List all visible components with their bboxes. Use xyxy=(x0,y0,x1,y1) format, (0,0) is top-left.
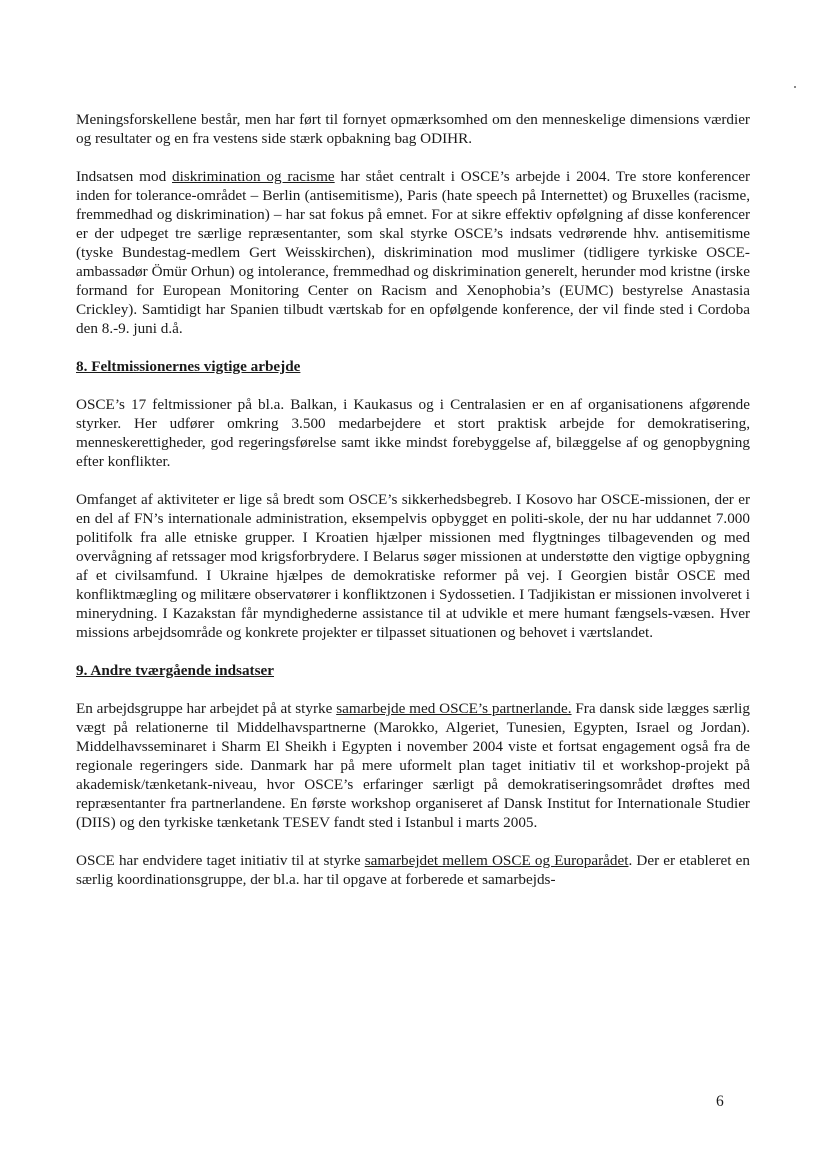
paragraph-discrimination-text-end: har stået centralt i OSCE’s arbejde i 2004. Tre store konferencer inden for tolerance-området – Berlin (antisemitisme), Paris (hate speech på Internettet) og Bruxelles (racisme, fremmedhad og diskrimination) – har sat fokus på emnet. For at sikre effektiv opfølgning af disse konferencer er der udpeget tre særlige repræsentanter, som skal styrke OSCE’s indsats vedrørende hhv. antisemitisme (tyske Bundestag-medlem Gert Weisskirchen), diskrimination mod muslimer (tidligere tyrkiske OSCE-ambassadør Ömür Orhun) og intolerance, fremmedhad og diskrimination generelt, herunder mod kristne (irske formand for European Monitoring Center on Racism and Xenophobia’s (EUMC) bestyrelse Anastasia Crickley). Samtidigt har Spanien tilbudt værtskab for en opfølgende konference, der vil finde sted i Cordoba den 8.-9. juni d.å. xyxy=(76,168,751,337)
paragraph-council-of-europe xyxy=(76,851,750,889)
section-heading-8: 8. Feltmissionernes vigtige arbejde xyxy=(76,358,301,375)
underlined-term-discrimination: diskrimination og racisme xyxy=(172,168,335,185)
page-number: 6 xyxy=(716,1093,724,1110)
margin-mark xyxy=(794,86,796,88)
paragraph-mission-activities: Omfanget af aktiviteter er lige så bredt som OSCE’s sikkerhedsbegreb. I Kosovo har OSCE-missionen, der er en del af FN’s internationale administration, eksempelvis opbygget en politi-skole, der nu har uddannet 7.000 politifolk fra alle etniske grupper. I Kroatien hjælper missionen med flygtninges tilbagevenden og med overvågning af retssager mod krigsforbrydere. I Belarus søger missionen at understøtte den vigtige opbygning af et civilsamfund. I Ukraine hjælpes de demokratiske reformer på vej. I Georgien bistår OSCE med konfliktmægling og militære observatører i konfliktzonen i Sydossetien. I Tadjikistan er missionen involveret i minerydning. I Kazakstan får myndighederne assistance til at udvikle et mere humant fængsels-væsen. Hver missions arbejdsområde og konkrete projekter er tilpasset situationen og behovet i værtslandet. xyxy=(76,491,750,641)
paragraph-field-missions: OSCE’s 17 feltmissioner på bl.a. Balkan, i Kaukasus og i Centralasien er en af organisationens afgørende styrker. Her udfører omkring 3.500 medarbejdere et stort praktisk arbejde for demokratisering, menneskerettigheder, god regeringsførelse samt ikke mindst forebyggelse af, bilæggelse af og genopbygning efter konflikter. xyxy=(76,396,750,470)
page-content xyxy=(76,110,750,889)
underlined-term-partner-cooperation: samarbejde med OSCE’s partnerlande. xyxy=(336,700,572,717)
paragraph-partner-text-end: Fra dansk side lægges særlig vægt på relationerne til Middelhavspartnerne (Marokko, Algeriet, Tunesien, Egypten, Israel og Jordan). Middelhavsseminaret i Sharm El Sheikh i Egypten i november 2004 viste et fortsat engagement også fra de regionale regeringers side. Danmark har på mere uformelt plan taget initiativ til et workshop-projekt på akademisk/tænketank-niveau, hvor OSCE’s erfaringer særligt på demokratiseringsområdet drøftes med repræsentanter fra partnerlandene. En første workshop organiseret af Dansk Institut for Internationale Studier (DIIS) og den tyrkiske tænketank TESEV fandt sted i Istanbul i marts 2005. xyxy=(76,700,750,831)
section-heading-9: 9. Andre tværgående indsatser xyxy=(76,662,275,679)
paragraph-discrimination-text-start: Indsatsen mod xyxy=(76,168,173,185)
paragraph-council-text-start: OSCE har endvidere taget initiativ til at styrke xyxy=(76,852,365,869)
paragraph-council-text-end: . Der er etableret en særlig koordinationsgruppe, der bl.a. har til opgave at forberede et samarbejds- xyxy=(76,852,750,888)
paragraph-partner-text-start: En arbejdsgruppe har arbejdet på at styrke xyxy=(76,700,337,717)
underlined-term-council-cooperation: samarbejdet mellem OSCE og Europarådet xyxy=(364,852,629,869)
paragraph-odihr: Meningsforskellene består, men har ført til fornyet opmærksomhed om den menneskelige dimensions værdier og resultater og en fra vestens side stærk opbakning bag ODIHR. xyxy=(76,111,750,147)
paragraph-partner-countries xyxy=(76,699,750,832)
paragraph-discrimination xyxy=(76,167,750,338)
